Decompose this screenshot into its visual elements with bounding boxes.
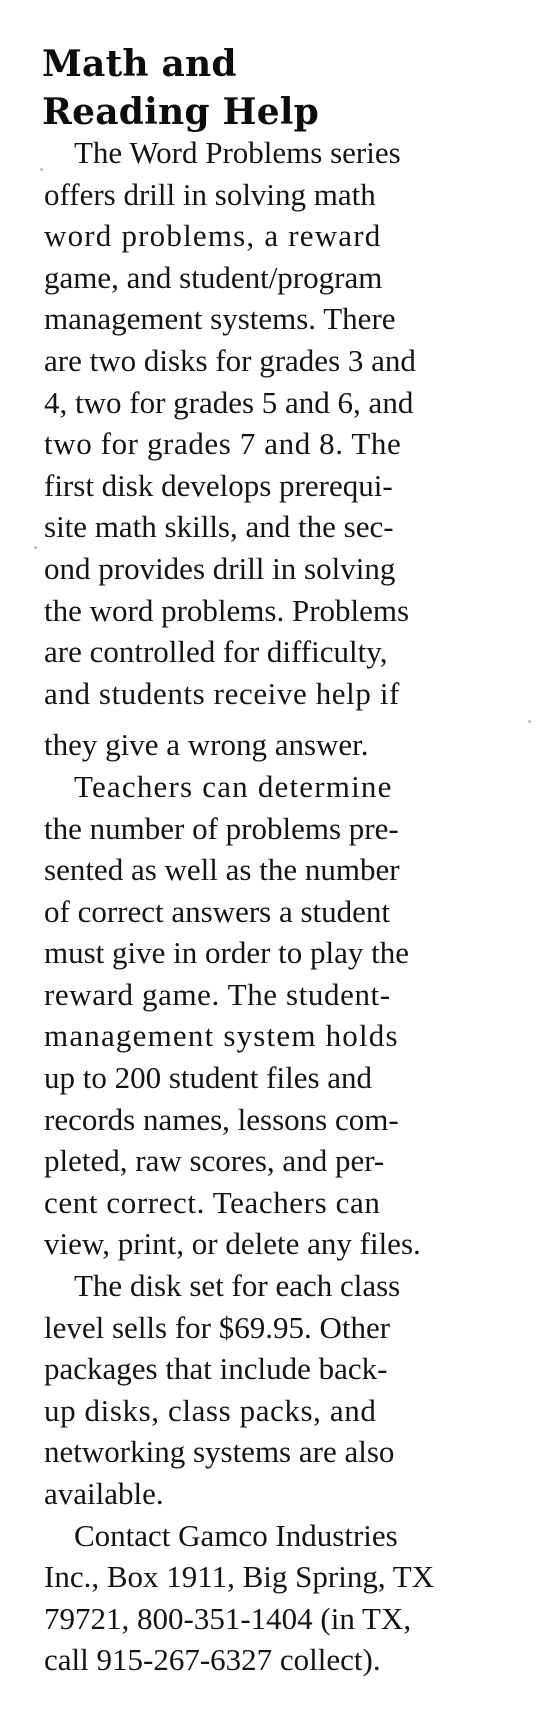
text-line: networking systems are also: [44, 1434, 395, 1470]
text-line: management systems. There: [44, 301, 396, 337]
text-line: must give in order to play the: [44, 935, 410, 971]
text-line: Teachers can determine: [74, 768, 393, 804]
headline-line: Math and: [42, 43, 237, 85]
paragraph-pricing: [44, 1265, 528, 1515]
paragraph-product-description: [44, 132, 528, 766]
paragraph-contact: [44, 1515, 528, 1681]
text-line: two for grades 7 and 8. The: [44, 426, 402, 462]
text-line: call 915-267-6327 collect).: [44, 1642, 381, 1678]
text-line: first disk develops prerequi-: [44, 467, 393, 503]
text-line: cent correct. Teachers can: [44, 1184, 381, 1220]
text-line: offers drill in solving math: [44, 176, 376, 212]
text-line: they give a wrong answer.: [44, 727, 369, 763]
text-line: the word problems. Problems: [44, 592, 410, 628]
text-line: Inc., Box 1911, Big Spring, TX: [44, 1559, 435, 1595]
text-line: are controlled for difficulty,: [44, 634, 388, 670]
text-line: word problems, a reward: [44, 218, 382, 254]
text-line: 4, two for grades 5 and 6, and: [44, 384, 414, 420]
text-line: management system holds: [44, 1018, 399, 1054]
text-line: sented as well as the number: [44, 852, 400, 888]
text-line: up disks, class packs, and: [44, 1392, 377, 1428]
text-line: are two disks for grades 3 and: [44, 342, 416, 378]
text-line: site math skills, and the sec-: [44, 509, 394, 545]
text-line: and students receive help if: [44, 675, 400, 711]
print-speck: [40, 168, 43, 171]
text-line: The Word Problems series: [74, 135, 401, 170]
article-body: [44, 132, 528, 1681]
article-headline: [42, 40, 319, 136]
text-line: records names, lessons com-: [44, 1101, 399, 1137]
text-line: reward game. The student-: [44, 976, 391, 1012]
text-line: packages that include back-: [44, 1351, 388, 1387]
text-line: up to 200 student files and: [44, 1060, 373, 1096]
text-line: level sells for $69.95. Other: [44, 1309, 391, 1345]
print-speck: [528, 720, 531, 723]
text-line: The disk set for each class: [74, 1268, 401, 1304]
text-line: Contact Gamco Industries: [74, 1517, 398, 1553]
headline-line: Reading Help: [42, 91, 320, 133]
text-line: 79721, 800-351-1404 (in TX,: [44, 1600, 412, 1636]
text-line: pleted, raw scores, and per-: [44, 1143, 385, 1179]
text-line: view, print, or delete any files.: [44, 1226, 421, 1262]
text-line: game, and student/program: [44, 259, 383, 295]
text-line: ond provides drill in solving: [44, 550, 396, 586]
paragraph-teacher-controls: [44, 766, 528, 1265]
print-speck: [34, 546, 37, 549]
text-line: of correct answers a student: [44, 893, 391, 929]
text-line: the number of problems pre-: [44, 810, 399, 846]
text-line: available.: [44, 1476, 164, 1511]
